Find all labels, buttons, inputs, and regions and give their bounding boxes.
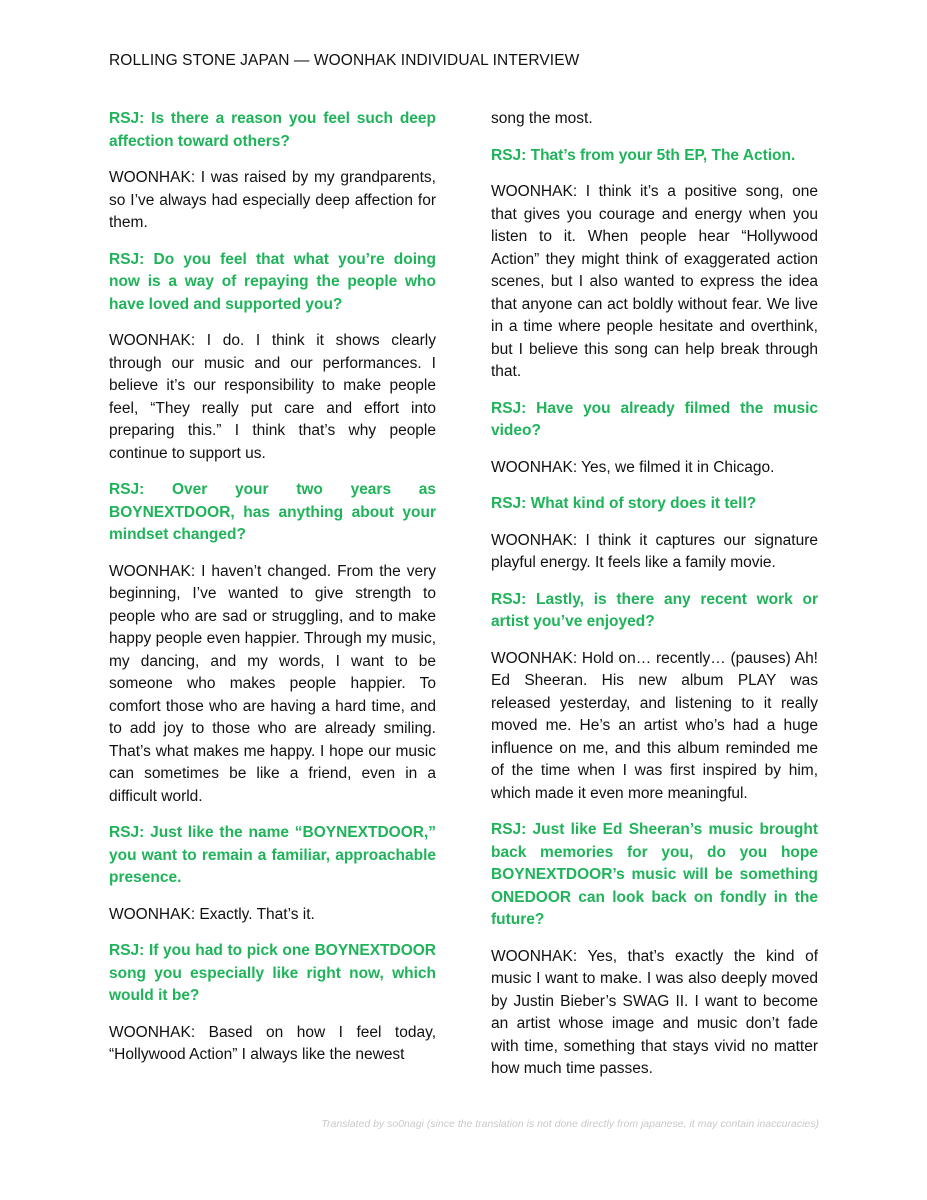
- speaker-name: WOONHAK: [109, 332, 191, 349]
- answer-text: : I was raised by my grandparents, so I’ve always had especially deep affection for them.: [109, 169, 436, 231]
- question-paragraph: RSJ: If you had to pick one BOYNEXTDOOR song you especially like right now, which would it be?: [109, 942, 436, 1004]
- speaker-name: WOONHAK: [109, 169, 191, 186]
- question-paragraph: RSJ: Lastly, is there any recent work or artist you’ve enjoyed?: [491, 590, 818, 630]
- answer-paragraph: [109, 1022, 436, 1067]
- answer-text: : Hold on… recently… (pauses) Ah! Ed Sheeran. His new album PLAY was released yesterday, and listening to it really moved me. He’s an artist who’s had a huge influence on me, and this album reminded me of the time when I was first inspired by him, which made it even more meaningful.: [491, 649, 818, 802]
- answer-paragraph: [109, 167, 436, 235]
- question-paragraph: RSJ: Just like the name “BOYNEXTDOOR,” you want to remain a familiar, approachable presence.: [109, 824, 436, 886]
- answer-paragraph: [491, 648, 818, 806]
- speaker-name: WOONHAK: [109, 905, 191, 923]
- answer-paragraph: [491, 181, 818, 384]
- right-column: [491, 108, 818, 1095]
- answer-paragraph: [109, 330, 436, 465]
- question-paragraph: RSJ: That’s from your 5th EP, The Action.: [491, 146, 796, 164]
- speaker-name: WOONHAK: [491, 531, 573, 549]
- speaker-name: WOONHAK: [491, 458, 573, 476]
- speaker-name: WOONHAK: [491, 649, 573, 667]
- speaker-name: WOONHAK: [109, 562, 191, 580]
- question-paragraph: RSJ: Over your two years as BOYNEXTDOOR, has anything about your mindset changed?: [109, 481, 436, 543]
- question-paragraph: RSJ: Just like Ed Sheeran’s music brought back memories for you, do you hope BOYNEXTDOOR’s music will be something ONEDOOR can look back on fondly in the future?: [491, 821, 818, 928]
- answer-text: : I think it’s a positive song, one that gives you courage and energy when you listen to it. When people hear “Hollywood Action” they might think of exaggerated action scenes, but I also wanted to express the idea that anyone can act boldly without fear. We live in a time where people hesitate and overthink, but I believe this song can help break through that.: [491, 183, 818, 380]
- translator-credit: Translated by so0nagi (since the translation is not done directly from japanese, it may contain inaccuracies): [321, 1118, 819, 1130]
- speaker-name: WOONHAK: [491, 947, 573, 965]
- left-column: [109, 108, 436, 1081]
- continued-answer-text: song the most.: [491, 110, 593, 127]
- answer-text: : I haven’t changed. From the very beginning, I’ve wanted to give strength to people who are sad or struggling, and to make happy people even happier. Through my music, my dancing, and my words, I want to be someone who makes people happier. To comfort those who are having a hard time, and to add joy to those who are already smiling. That’s what makes me happy. I hope our music can sometimes be like a friend, even in a difficult world.: [109, 562, 436, 805]
- question-paragraph: RSJ: Is there a reason you feel such deep affection toward others?: [109, 110, 436, 150]
- question-paragraph: RSJ: Do you feel that what you’re doing now is a way of repaying the people who have loved and supported you?: [109, 250, 436, 313]
- question-paragraph: RSJ: Have you already filmed the music video?: [491, 399, 818, 439]
- answer-paragraph: [109, 561, 436, 809]
- answer-paragraph: [491, 530, 818, 575]
- answer-text: : Based on how I feel today, “Hollywood Action” I always like the newest: [109, 1023, 436, 1063]
- answer-text: : I think it captures our signature playful energy. It feels like a family movie.: [491, 531, 818, 571]
- answer-paragraph: [491, 946, 818, 1081]
- speaker-name: WOONHAK: [491, 183, 573, 200]
- answer-text: : Exactly. That’s it.: [190, 905, 315, 923]
- speaker-name: WOONHAK: [109, 1023, 191, 1041]
- answer-paragraph: [109, 904, 436, 927]
- page-header-title: ROLLING STONE JAPAN — WOONHAK INDIVIDUAL INTERVIEW: [109, 52, 580, 69]
- answer-text: : I do. I think it shows clearly through our music and our performances. I believe it’s our responsibility to make people feel, “They really put care and effort into preparing this.” I think that’s why people continue to support us.: [109, 332, 436, 462]
- answer-text: : Yes, we filmed it in Chicago.: [572, 458, 775, 476]
- answer-paragraph: [491, 457, 818, 480]
- question-paragraph: RSJ: What kind of story does it tell?: [491, 495, 757, 512]
- answer-text: : Yes, that’s exactly the kind of music I want to make. I was also deeply moved by Justin Bieber’s SWAG II. I want to become an artist whose image and music don’t fade with time, something that stays vivid no matter how much time passes.: [491, 947, 818, 1077]
